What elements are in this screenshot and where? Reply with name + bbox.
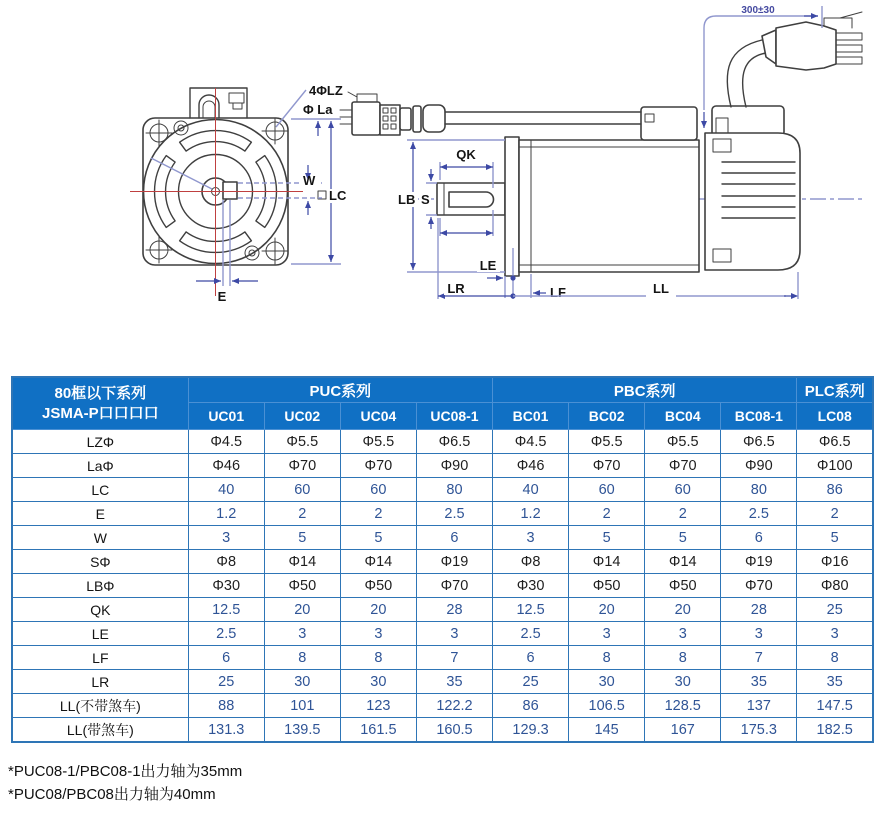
table-cell: Φ8 [493,550,569,574]
encoder-cap [641,107,697,140]
table-cell: Φ70 [340,454,416,478]
table-cell: Φ70 [569,454,645,478]
table-cell: Φ4.5 [493,430,569,454]
power-cap [712,106,784,136]
table-cell: Φ14 [645,550,721,574]
bolt-hole-leader [276,90,306,127]
table-cell: 2.5 [188,622,264,646]
series-title-line1: 80框以下系列 [54,385,147,402]
side-flange [505,137,519,276]
table-cell: Φ14 [264,550,340,574]
model-header: BC01 [493,403,569,430]
table-cell: 6 [721,526,797,550]
table-cell: Φ6.5 [721,430,797,454]
key-offset-label: E [217,289,227,304]
table-cell: 60 [264,478,340,502]
table-cell: 139.5 [264,718,340,743]
table-cell: Φ5.5 [340,430,416,454]
table-cell: 2 [645,502,721,526]
table-cell: 128.5 [645,694,721,718]
footnote-2: *PUC08/PBC08出力轴为40mm [8,785,216,803]
footnote-1: *PUC08-1/PBC08-1出力轴为35mm [8,763,243,780]
table-cell: Φ70 [645,454,721,478]
table-row [12,718,873,743]
ll-label: LL [653,281,669,296]
table-cell: Φ70 [416,574,492,598]
model-header: BC02 [569,403,645,430]
table-cell: 129.3 [493,718,569,743]
front-view [130,83,347,304]
table-cell: Φ70 [721,574,797,598]
power-cable-inner [743,53,766,107]
table-cell: 7 [721,646,797,670]
model-header: BC04 [645,403,721,430]
lf-label: LF [550,285,566,300]
row-label: LZΦ [12,430,188,454]
series-group-header: PUC系列 [188,377,492,403]
power-connector [727,12,862,107]
table-cell: Φ90 [721,454,797,478]
table-row [12,430,873,454]
table-cell: 60 [340,478,416,502]
table-cell: 40 [493,478,569,502]
table-cell: 8 [645,646,721,670]
shaft-dia-label: S [421,192,430,207]
table-cell: 2.5 [493,622,569,646]
bolt-holes-label: 4ΦLZ [309,83,343,98]
row-label: LF [12,646,188,670]
table-cell: 80 [721,478,797,502]
table-cell: Φ46 [493,454,569,478]
table-cell: 8 [340,646,416,670]
table-cell: 161.5 [340,718,416,743]
table-cell: 2 [264,502,340,526]
row-label: SΦ [12,550,188,574]
table-cell: Φ100 [797,454,873,478]
table-cell: Φ19 [416,550,492,574]
dimension-drawing [0,0,885,368]
table-row [12,478,873,502]
table-cell: 2.5 [416,502,492,526]
table-cell: 137 [721,694,797,718]
table-cell: 182.5 [797,718,873,743]
row-label: LE [12,622,188,646]
row-label: W [12,526,188,550]
table-cell: Φ30 [188,574,264,598]
row-label: LaΦ [12,454,188,478]
model-header: LC08 [797,403,873,430]
side-view [340,5,862,300]
table-cell: 3 [188,526,264,550]
table-cell: Φ6.5 [797,430,873,454]
table-cell: 131.3 [188,718,264,743]
cable-length-label: 300±30 [741,5,775,16]
table-cell: 60 [569,478,645,502]
table-cell: 30 [569,670,645,694]
le-label: LE [479,258,497,273]
boss-dia-label: LB [398,192,416,207]
table-row [12,574,873,598]
spec-table-body [12,430,873,743]
table-row [12,598,873,622]
table-cell: 5 [797,526,873,550]
table-row [12,622,873,646]
table-cell: Φ30 [493,574,569,598]
model-header: UC02 [264,403,340,430]
series-group-header: PBC系列 [493,377,797,403]
table-cell: 5 [569,526,645,550]
row-label: LR [12,670,188,694]
table-cell: 3 [721,622,797,646]
table-cell: 88 [188,694,264,718]
table-cell: 3 [416,622,492,646]
table-cell: 20 [569,598,645,622]
table-row [12,526,873,550]
lr-label: LR [447,281,465,296]
table-cell: 80 [416,478,492,502]
model-header: BC08-1 [721,403,797,430]
series-title-line2: JSMA-P口口口口 [41,404,159,422]
row-label: LL(不带煞车) [12,694,188,718]
table-cell: Φ50 [264,574,340,598]
table-cell: 28 [416,598,492,622]
table-cell: 1.2 [188,502,264,526]
terminal-box [190,88,247,118]
table-cell: 5 [340,526,416,550]
table-cell: 60 [645,478,721,502]
table-cell: Φ50 [569,574,645,598]
table-cell: 3 [569,622,645,646]
table-cell: 2.5 [721,502,797,526]
encoder-connector [340,92,641,135]
model-header: UC04 [340,403,416,430]
table-cell: 25 [797,598,873,622]
table-cell: 160.5 [416,718,492,743]
keyway [223,182,237,199]
table-cell: Φ16 [797,550,873,574]
frame-size-label: LC [329,188,347,203]
table-cell: 7 [416,646,492,670]
table-cell: 3 [264,622,340,646]
table-cell: 3 [645,622,721,646]
table-cell: 30 [340,670,416,694]
table-row [12,502,873,526]
table-cell: 2 [569,502,645,526]
table-cell: Φ70 [264,454,340,478]
table-cell: Φ5.5 [569,430,645,454]
motor-body [519,140,699,272]
shaft-keyway [449,192,494,207]
table-cell: 5 [264,526,340,550]
series-title-cell [12,377,188,430]
row-label: QK [12,598,188,622]
table-row [12,646,873,670]
table-cell: 1.2 [493,502,569,526]
table-cell: 145 [569,718,645,743]
table-cell: 106.5 [569,694,645,718]
table-cell: 8 [264,646,340,670]
table-cell: 6 [493,646,569,670]
table-cell: 101 [264,694,340,718]
motor-drawing-svg [0,0,885,368]
series-group-header: PLC系列 [797,377,873,403]
group-header-row-tr [12,377,873,403]
table-cell: 2 [797,502,873,526]
row-label: LC [12,478,188,502]
table-cell: Φ19 [721,550,797,574]
table-cell: 3 [797,622,873,646]
table-cell: Φ46 [188,454,264,478]
row-label: E [12,502,188,526]
table-cell: 8 [569,646,645,670]
table-cell: 25 [188,670,264,694]
table-cell: 30 [264,670,340,694]
table-cell: 6 [188,646,264,670]
table-cell: Φ90 [416,454,492,478]
table-row [12,454,873,478]
table-cell: 2 [340,502,416,526]
table-cell: Φ6.5 [416,430,492,454]
spec-table-head [12,377,873,430]
table-cell: 86 [797,478,873,502]
table-cell: Φ80 [797,574,873,598]
table-row [12,550,873,574]
table-cell: 86 [493,694,569,718]
table-cell: 20 [645,598,721,622]
footnotes [8,761,885,806]
table-cell: 25 [493,670,569,694]
table-cell: Φ8 [188,550,264,574]
table-cell: Φ50 [340,574,416,598]
table-cell: 3 [493,526,569,550]
key-width-label: W [303,173,316,188]
encoder-cable [445,112,641,124]
table-cell: 3 [340,622,416,646]
table-cell: 123 [340,694,416,718]
table-cell: Φ5.5 [264,430,340,454]
table-cell: 8 [797,646,873,670]
row-label: LBΦ [12,574,188,598]
table-cell: Φ14 [569,550,645,574]
table-cell: Φ14 [340,550,416,574]
model-header: UC01 [188,403,264,430]
table-cell: 40 [188,478,264,502]
table-cell: Φ50 [645,574,721,598]
row-label: LL(带煞车) [12,718,188,743]
pilot-dia-label: Φ La [303,102,333,117]
table-cell: 167 [645,718,721,743]
table-cell: 30 [645,670,721,694]
table-cell: 147.5 [797,694,873,718]
key-length-label: QK [456,147,476,162]
table-cell: 175.3 [721,718,797,743]
table-cell: 20 [264,598,340,622]
table-row [12,670,873,694]
model-header: UC08-1 [416,403,492,430]
table-cell: 35 [797,670,873,694]
table-row [12,694,873,718]
table-cell: 6 [416,526,492,550]
table-cell: 20 [340,598,416,622]
table-cell: 12.5 [188,598,264,622]
table-cell: 122.2 [416,694,492,718]
table-cell: 35 [721,670,797,694]
table-cell: 5 [645,526,721,550]
spec-table [11,376,874,743]
table-cell: Φ5.5 [645,430,721,454]
table-cell: 12.5 [493,598,569,622]
table-cell: 35 [416,670,492,694]
table-cell: Φ4.5 [188,430,264,454]
table-cell: 28 [721,598,797,622]
